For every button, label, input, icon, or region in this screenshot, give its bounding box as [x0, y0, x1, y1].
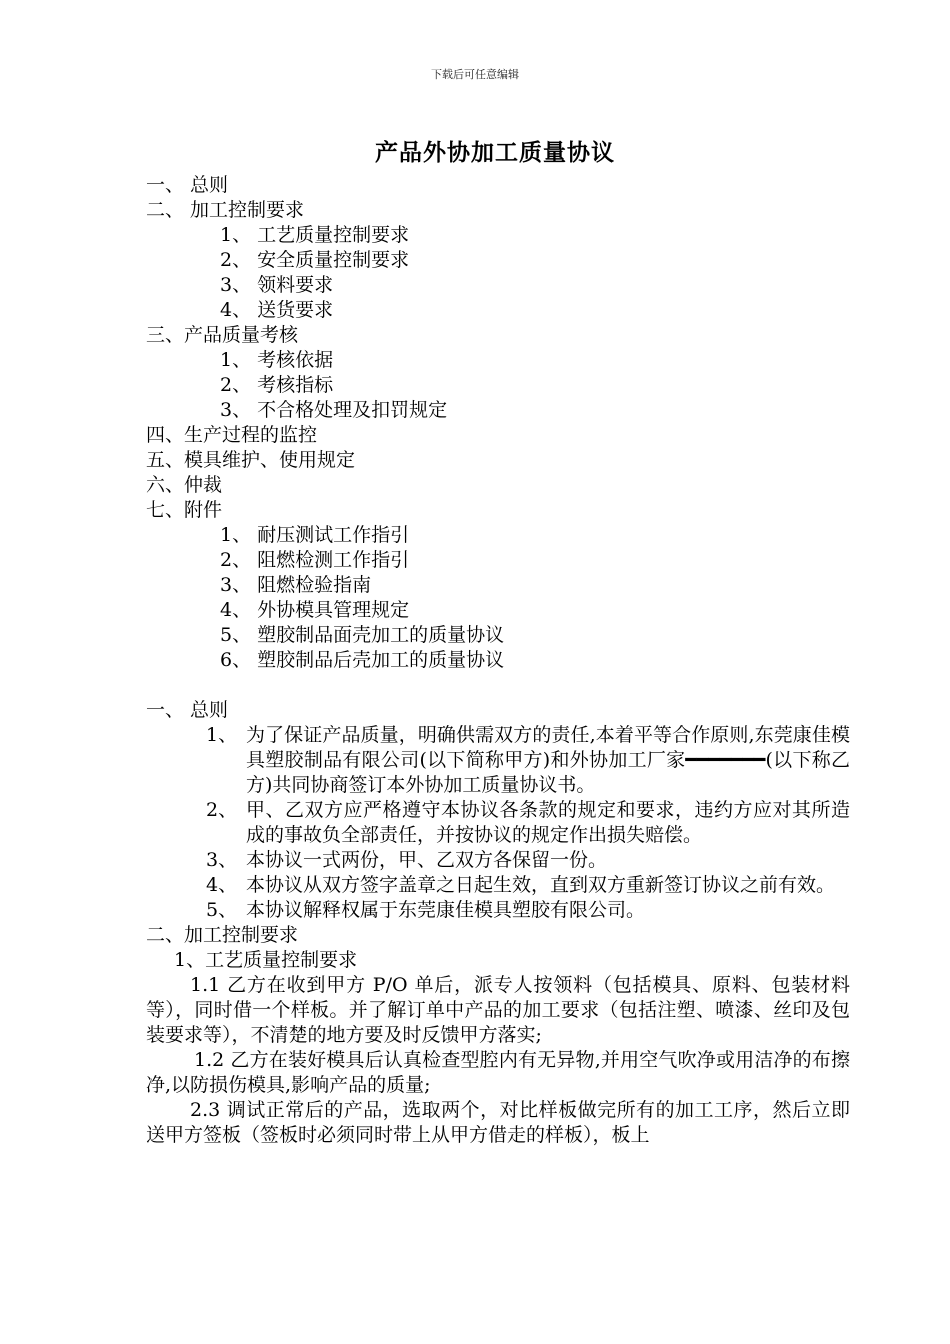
list-item-number: 3、 [206, 849, 238, 871]
paragraph: 1.2 乙方在装好模具后认真检查型腔内有无异物,并用空气吹净或用洁净的布擦净,以防损伤模具,影响产品的质量; [146, 1049, 850, 1096]
list-item [146, 798, 850, 848]
list-item-text: 本协议解释权属于东莞康佳模具塑胶有限公司。 [246, 899, 646, 921]
toc-entry: 1、 耐压测试工作指引 [220, 524, 410, 546]
list-item [146, 848, 850, 873]
list-item-number: 1、 [206, 724, 238, 746]
table-of-contents [146, 173, 850, 673]
toc-entry: 六、仲裁 [146, 474, 223, 496]
document-title: 产品外协加工质量协议 [375, 139, 615, 166]
toc-entry: 1、 工艺质量控制要求 [220, 224, 410, 246]
list-item-number: 5、 [206, 899, 238, 921]
list-item-number: 4、 [206, 874, 238, 896]
toc-entry: 2、 安全质量控制要求 [220, 249, 410, 271]
list-item-text: 甲、乙双方应严格遵守本协议各条款的规定和要求，违约方应对其所造成的事故负全部责任，并按协议的规定作出损失赔偿。 [246, 799, 850, 846]
toc-entry: 一、 总则 [146, 174, 229, 196]
list-item-text: 本协议一式两份，甲、乙双方各保留一份。 [246, 849, 608, 871]
toc-entry: 3、 领料要求 [220, 274, 334, 296]
subsection-heading: 1、工艺质量控制要求 [174, 949, 358, 971]
toc-entry: 2、 阻燃检测工作指引 [220, 549, 410, 571]
toc-entry: 5、 塑胶制品面壳加工的质量协议 [220, 624, 505, 646]
toc-entry: 4、 外协模具管理规定 [220, 599, 410, 621]
toc-entry: 四、生产过程的监控 [146, 424, 318, 446]
list-item [146, 873, 850, 898]
section-2-paragraphs [146, 973, 850, 1148]
list-item [146, 723, 850, 798]
toc-entry: 4、 送货要求 [220, 299, 334, 321]
list-item-number: 2、 [206, 799, 238, 821]
list-item [146, 898, 850, 923]
list-item-text: 为了保证产品质量，明确供需双方的责任,本着平等合作原则,东莞康佳模具塑胶制品有限公司(以下简称甲方)和外协加工厂家━━━━━━━(以下称乙方)共同协商签订本外协加工质量协议书。 [246, 724, 850, 796]
toc-entry: 五、模具维护、使用规定 [146, 449, 356, 471]
toc-entry: 6、 塑胶制品后壳加工的质量协议 [220, 649, 505, 671]
section-heading: 一、 总则 [146, 699, 229, 721]
document-body [146, 173, 850, 1148]
toc-entry: 七、附件 [146, 499, 223, 521]
toc-entry: 2、 考核指标 [220, 374, 334, 396]
paragraph: 2.3 调试正常后的产品，选取两个，对比样板做完所有的加工工序，然后立即送甲方签板（签板时必须同时带上从甲方借走的样板），板上 [146, 1099, 850, 1146]
toc-entry: 三、产品质量考核 [146, 324, 299, 346]
toc-entry: 二、 加工控制要求 [146, 199, 305, 221]
toc-entry: 3、 不合格处理及扣罚规定 [220, 399, 448, 421]
list-item-text: 本协议从双方签字盖章之日起生效，直到双方重新签订协议之前有效。 [246, 874, 836, 896]
header-note: 下载后可任意编辑 [431, 68, 519, 81]
toc-entry: 1、 考核依据 [220, 349, 334, 371]
section-heading: 二、加工控制要求 [146, 924, 299, 946]
section-1-items [146, 723, 850, 923]
toc-entry: 3、 阻燃检验指南 [220, 574, 372, 596]
paragraph: 1.1 乙方在收到甲方 P/O 单后，派专人按领料（包括模具、原料、包装材料等），同时借一个样板。并了解订单中产品的加工要求（包括注塑、喷漆、丝印及包装要求等），不清楚的地方要及时反馈甲方落实; [146, 974, 850, 1046]
